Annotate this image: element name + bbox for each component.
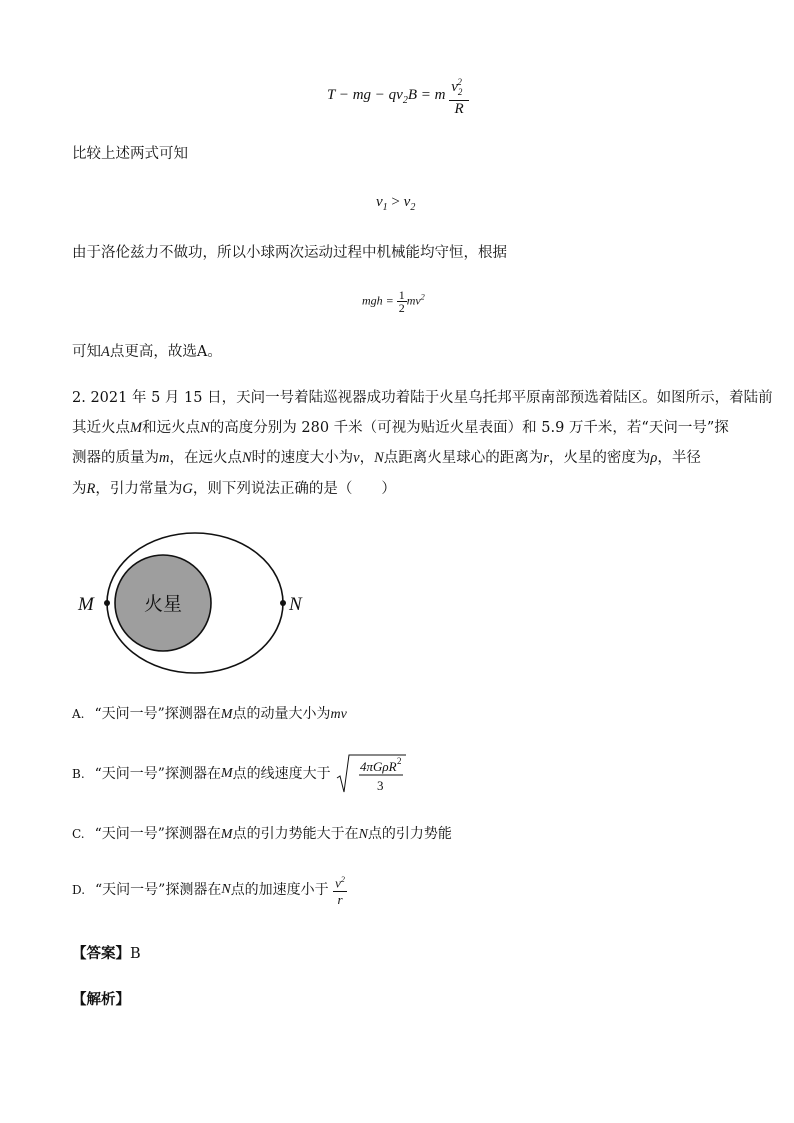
answer-value: B bbox=[130, 946, 141, 962]
numerator: 1 bbox=[398, 288, 405, 302]
question-line-2 bbox=[72, 418, 729, 438]
denominator: R bbox=[454, 101, 464, 117]
var: M bbox=[220, 766, 233, 781]
option-letter: B. bbox=[72, 767, 85, 781]
var: N bbox=[221, 882, 231, 898]
text: ，在远火点 bbox=[169, 450, 242, 466]
fraction bbox=[397, 289, 407, 314]
conclusion-pre: 可知 bbox=[72, 344, 101, 360]
var: m bbox=[159, 450, 170, 466]
point-M-label: M bbox=[78, 594, 94, 615]
energy-text: 由于洛伦兹力不做功，所以小球两次运动过程中机械能均守恒，根据 bbox=[72, 245, 507, 261]
option-letter: A. bbox=[72, 707, 85, 721]
text: 为 bbox=[72, 481, 87, 497]
analysis-tag: 【解析】 bbox=[72, 991, 130, 1008]
denominator: r bbox=[337, 892, 343, 908]
option-a[interactable] bbox=[72, 704, 347, 725]
var: M bbox=[220, 827, 233, 842]
sqrt-sign-icon bbox=[335, 752, 407, 796]
var: mv bbox=[330, 707, 347, 722]
text: “天问一号”探测器在 bbox=[94, 706, 221, 722]
formula-rhs: mv bbox=[406, 293, 421, 308]
formula-lhs: T − mg − qv bbox=[327, 86, 403, 103]
option-c[interactable] bbox=[72, 824, 452, 845]
var: ρ bbox=[650, 450, 658, 466]
superscript: 2 bbox=[420, 292, 425, 302]
var: N bbox=[358, 827, 368, 842]
v2: v bbox=[403, 194, 411, 210]
formula-tension bbox=[327, 74, 469, 117]
text: 的高度分别为 280 千米（可视为贴近火星表面）和 5.9 万千米，若“天问一号”探 bbox=[209, 420, 729, 436]
option-letter: D. bbox=[72, 883, 86, 898]
point-N-dot bbox=[280, 600, 286, 606]
var: M bbox=[220, 707, 233, 722]
denominator: 3 bbox=[377, 778, 384, 793]
fraction bbox=[333, 872, 347, 908]
superscript: 2 bbox=[457, 77, 462, 87]
text: “天问一号”探测器在 bbox=[95, 882, 222, 899]
question-line-1: 2. 2021 年 5 月 15 日，天问一号着陆巡视器成功着陆于火星乌托邦平原南部预选着陆区。如图所示，着陆前 bbox=[72, 390, 773, 406]
var: G bbox=[182, 481, 193, 497]
formula-lhs-tail: B = m bbox=[407, 86, 446, 103]
conclusion-post: 点更高，故选A。 bbox=[109, 344, 222, 360]
var: N bbox=[200, 420, 210, 436]
formula-energy bbox=[362, 289, 425, 314]
subscript: 2 bbox=[402, 94, 408, 106]
point-M-dot bbox=[104, 600, 110, 606]
var: M bbox=[130, 420, 143, 436]
text: 其近火点 bbox=[72, 420, 130, 436]
conclusion bbox=[72, 342, 222, 362]
text: 点的引力势能 bbox=[367, 826, 452, 842]
compare-text: 比较上述两式可知 bbox=[72, 146, 188, 162]
text: ，则下列说法正确的是（ ） bbox=[192, 481, 396, 497]
numerator: v bbox=[451, 79, 458, 95]
orbit-diagram bbox=[74, 528, 324, 678]
text: 点的加速度小于 bbox=[230, 882, 329, 899]
text: ， bbox=[359, 450, 375, 466]
fraction bbox=[449, 74, 469, 117]
var: r bbox=[543, 450, 549, 466]
text: ，火星的密度为 bbox=[548, 450, 651, 466]
point-label: A bbox=[101, 344, 110, 360]
var: N bbox=[374, 450, 384, 466]
question-line-4 bbox=[72, 479, 396, 499]
denominator: 2 bbox=[398, 301, 405, 315]
sqrt-expression bbox=[335, 752, 407, 796]
formula-lhs: mgh = bbox=[362, 293, 397, 308]
var: R bbox=[86, 481, 96, 497]
text: 点的线速度大于 bbox=[232, 766, 331, 782]
subscript: 2 bbox=[457, 87, 463, 97]
mars-label: 火星 bbox=[143, 593, 183, 615]
option-d[interactable] bbox=[72, 872, 347, 908]
subscript: 2 bbox=[410, 202, 416, 213]
point-N-label: N bbox=[289, 594, 302, 615]
answer bbox=[72, 944, 141, 964]
text: 点的动量大小为 bbox=[232, 706, 331, 722]
option-b[interactable] bbox=[72, 752, 407, 796]
answer-tag: 【答案】 bbox=[72, 945, 130, 962]
operator: > bbox=[387, 194, 404, 210]
option-letter: C. bbox=[72, 827, 85, 841]
var: v bbox=[353, 450, 360, 466]
text: 和远火点 bbox=[142, 420, 201, 436]
text: ，半径 bbox=[657, 450, 701, 466]
numerator: 4πGρR bbox=[360, 759, 397, 774]
text: “天问一号”探测器在 bbox=[94, 826, 221, 842]
text: 测器的质量为 bbox=[72, 450, 159, 466]
text: ，引力常量为 bbox=[95, 481, 183, 497]
superscript: 2 bbox=[340, 875, 345, 884]
var: N bbox=[241, 450, 252, 466]
text: 点的引力势能大于在 bbox=[232, 826, 359, 842]
subscript: 1 bbox=[382, 202, 388, 213]
formula-velocity-compare bbox=[376, 194, 415, 213]
text: 点距离火星球心的距离为 bbox=[383, 450, 544, 466]
superscript: 2 bbox=[397, 756, 402, 766]
v1: v bbox=[376, 194, 383, 210]
numerator: v bbox=[335, 875, 341, 891]
text: 时的速度大小为 bbox=[251, 450, 354, 466]
text: “天问一号”探测器在 bbox=[94, 766, 221, 782]
question-line-3 bbox=[72, 448, 701, 468]
